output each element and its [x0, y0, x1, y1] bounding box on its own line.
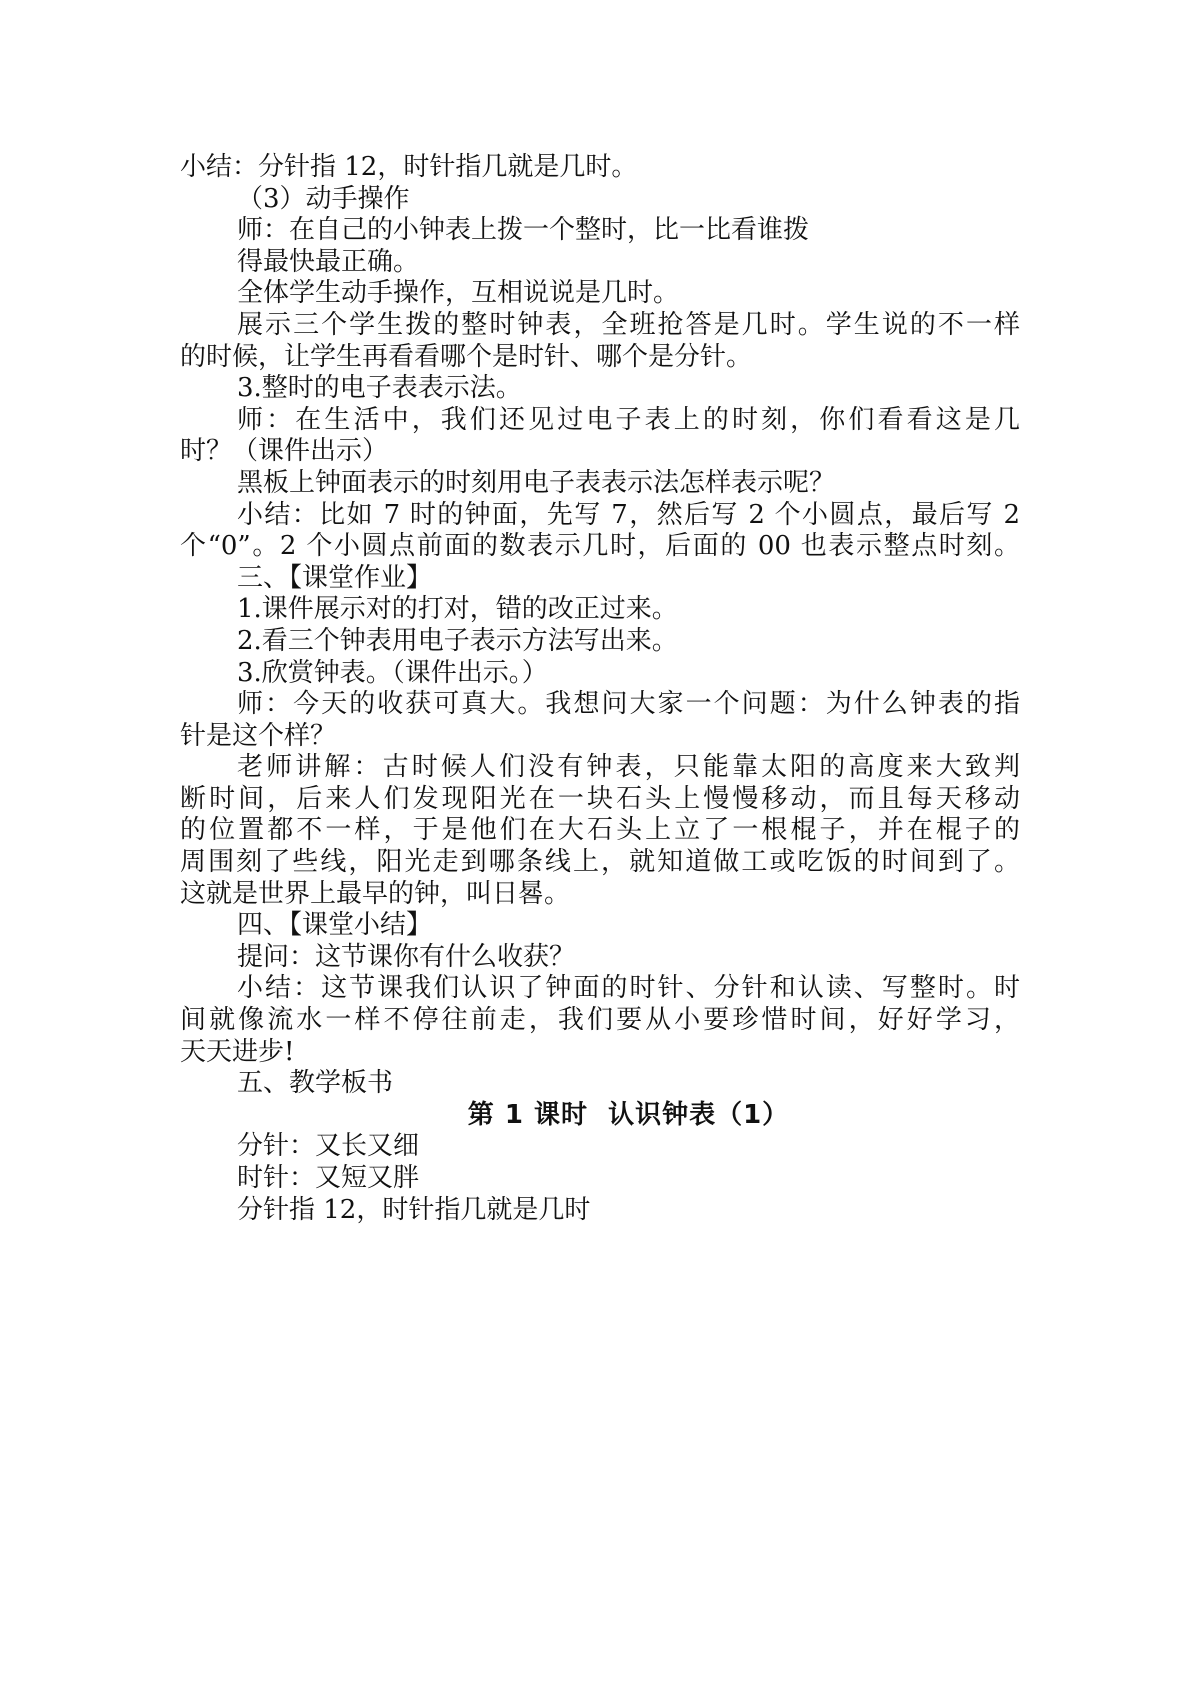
text-line: 个“0”。2 个小圆点前面的数表示几时，后面的 00 也表示整点时刻。	[180, 531, 1020, 562]
text-line: 黑板上钟面表示的时刻用电子表表示法怎样表示呢？	[237, 467, 836, 498]
text-line: 这就是世界上最早的钟，叫日晷。	[180, 878, 571, 909]
text-line: 师：在自己的小钟表上拨一个整时，比一比看谁拨	[237, 215, 810, 246]
board-title: 第 1 课时 认识钟表（1）	[467, 1099, 790, 1130]
text-line: 天天进步!	[180, 1036, 295, 1067]
text-line: 时？（课件出示）	[180, 436, 389, 467]
text-line: 3.欣赏钟表。（课件出示。）	[237, 657, 548, 688]
text-line: 1.课件展示对的打对，错的改正过来。	[237, 594, 678, 625]
text-line: 师：在生活中，我们还见过电子表上的时刻，你们看看这是几	[237, 404, 1020, 435]
text-line: 3.整时的电子表表示法。	[237, 373, 522, 404]
text-line: 间就像流水一样不停往前走，我们要从小要珍惜时间，好好学习，	[180, 1005, 1020, 1036]
text-line: 小结：比如 7 时的钟面，先写 7，然后写 2 个小圆点，最后写 2	[237, 499, 1020, 530]
text-line: 展示三个学生拨的整时钟表，全班抢答是几时。学生说的不一样	[237, 309, 1020, 340]
text-line: 小结：这节课我们认识了钟面的时针、分针和认读、写整时。时	[237, 973, 1020, 1004]
text-line: 2.看三个钟表用电子表示方法写出来。	[237, 625, 678, 656]
text-line: 断时间，后来人们发现阳光在一块石头上慢慢移动，而且每天移动	[180, 783, 1020, 814]
text-line: 小结：分针指 12，时针指几就是几时。	[180, 152, 638, 182]
document-body	[180, 152, 1020, 1226]
paragraph-lines	[180, 152, 1020, 1100]
text-line: 提问：这节课你有什么收获？	[237, 941, 576, 972]
text-line: 四、【课堂小结】	[237, 910, 433, 941]
text-line: 师：今天的收获可真大。我想问大家一个问题：为什么钟表的指	[237, 689, 1020, 720]
board-line-minute-hand: 分针：又长又细	[237, 1131, 420, 1162]
board-line-hour-hand: 时针：又短又胖	[237, 1163, 420, 1193]
board-line-rule: 分针指 12，时针指几就是几时	[237, 1194, 591, 1225]
text-line: 的位置都不一样，于是他们在大石头上立了一根棍子，并在棍子的	[180, 815, 1020, 846]
text-line: 针是这个样？	[180, 720, 337, 751]
text-line: 老师讲解：古时候人们没有钟表，只能靠太阳的高度来大致判	[237, 752, 1020, 783]
text-line: 的时候，让学生再看看哪个是时针、哪个是分针。	[180, 341, 753, 372]
text-line: 周围刻了些线，阳光走到哪条线上，就知道做工或吃饭的时间到了。	[180, 847, 1020, 878]
text-line: 五、教学板书	[237, 1068, 394, 1099]
text-line: 全体学生动手操作，互相说说是几时。	[237, 278, 680, 309]
text-line: 得最快最正确。	[237, 246, 420, 277]
text-line: （3）动手操作	[237, 183, 410, 214]
text-line: 三、【课堂作业】	[237, 562, 433, 593]
